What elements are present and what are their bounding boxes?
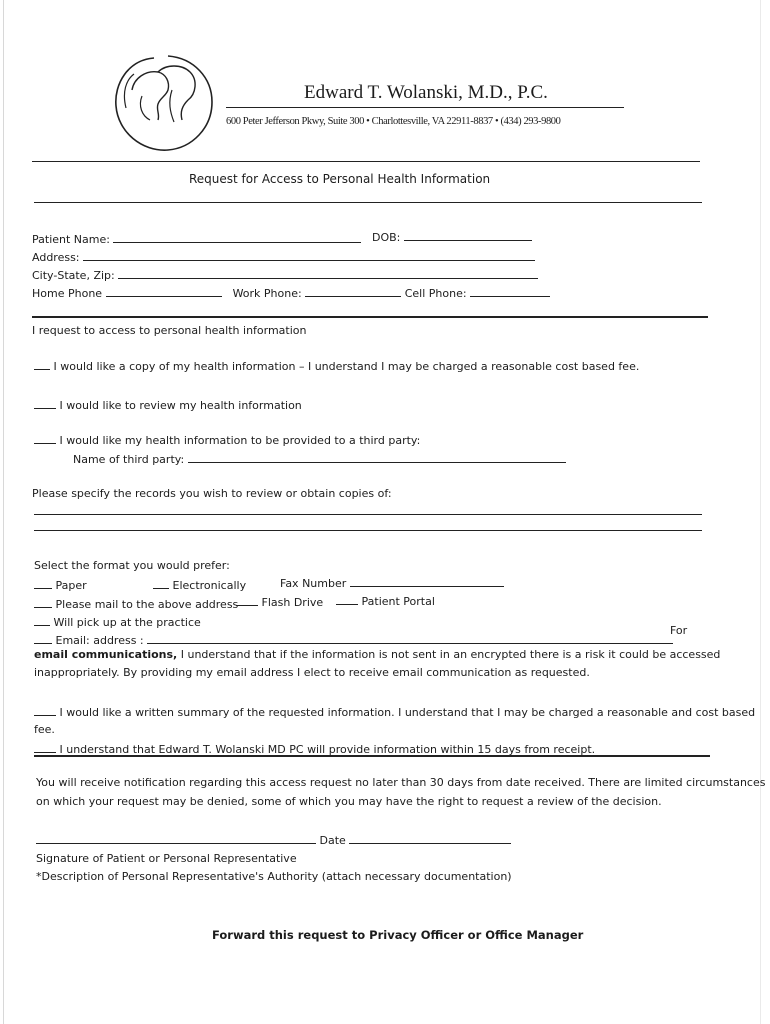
copy-option: [34, 358, 639, 373]
address-label: Address:: [32, 251, 80, 264]
flash-drive-option: [236, 594, 323, 609]
patient-name-label: Patient Name:: [32, 233, 110, 246]
summary-text: I would like a written summary of the requested information. I understand that I may be charged a reasonable and cost based: [59, 706, 756, 719]
scan-edge-right: [760, 0, 761, 1024]
pickup-label: Will pick up at the practice: [53, 616, 201, 629]
third-party-name-label: Name of third party:: [73, 453, 185, 466]
forward-note: Forward this request to Privacy Officer or Office Manager: [212, 928, 584, 942]
flash-drive-checkbox[interactable]: [236, 594, 258, 606]
dob-label: DOB:: [372, 231, 401, 244]
third-party-option-text: I would like my health information to be provided to a third party:: [59, 434, 421, 447]
paper-label: Paper: [55, 579, 87, 592]
fax-label: Fax Number: [280, 577, 347, 590]
notification-line1: You will receive notification regarding this access request no later than 30 days from date received. There are limited circumstances: [36, 776, 766, 789]
records-line-2[interactable]: [34, 530, 702, 531]
third-party-name-row: [73, 451, 566, 466]
review-option: [34, 397, 302, 412]
email-notice-text: I understand that if the information is not sent in an encrypted there is a risk it could be accessed: [180, 648, 721, 661]
copy-option-text: I would like a copy of my health information – I understand I may be charged a reasonable cost based fee.: [53, 360, 640, 373]
records-label: Please specify the records you wish to review or obtain copies of:: [32, 487, 392, 500]
phone-row: [32, 285, 550, 300]
review-option-text: I would like to review my health information: [59, 399, 302, 412]
fax-row: [280, 575, 504, 590]
email-row: [34, 632, 673, 647]
dob-field[interactable]: [404, 229, 532, 241]
patient-portal-option: [336, 593, 435, 608]
date-label: Date: [319, 834, 346, 847]
review-checkbox[interactable]: [34, 397, 56, 409]
paper-checkbox[interactable]: [34, 577, 52, 589]
email-notice-line1: [34, 648, 720, 661]
mail-checkbox[interactable]: [34, 596, 52, 608]
fifteen-days-text: I understand that Edward T. Wolanski MD PC will provide information within 15 days from receipt.: [59, 743, 596, 756]
for-word: For: [670, 624, 688, 637]
practice-name: Edward T. Wolanski, M.D., P.C.: [304, 82, 548, 103]
mail-label: Please mail to the above address: [55, 598, 239, 611]
notification-line2: on which your request may be denied, some of which you may have the right to request a review of the decision.: [36, 795, 662, 808]
city-field[interactable]: [118, 267, 538, 279]
cell-phone-label: Cell Phone:: [404, 287, 467, 300]
email-label: Email: address :: [55, 634, 144, 647]
mail-option: [34, 596, 238, 611]
cell-phone-field[interactable]: [470, 285, 550, 297]
request-intro: I request to access to personal health information: [32, 324, 307, 337]
date-field[interactable]: [349, 832, 511, 844]
fax-field[interactable]: [350, 575, 504, 587]
section-rule-2: [34, 755, 710, 757]
paper-option: [34, 577, 87, 592]
signature-row: [36, 832, 511, 847]
format-heading: Select the format you would prefer:: [34, 559, 230, 572]
fifteen-days-checkbox[interactable]: [34, 741, 56, 753]
practice-address: 600 Peter Jefferson Pkwy, Suite 300 • Charlottesville, VA 22911-8837 • (434) 293-9800: [226, 116, 561, 127]
records-line-1[interactable]: [34, 514, 702, 515]
patient-name-field[interactable]: [113, 231, 361, 243]
pickup-checkbox[interactable]: [34, 614, 50, 626]
address-field[interactable]: [83, 249, 535, 261]
summary-option: [34, 704, 755, 719]
email-notice-bold: email communications,: [34, 648, 178, 661]
pickup-option: [34, 614, 201, 629]
patient-name-row: [32, 231, 361, 246]
header-rule: [226, 107, 624, 108]
electronic-label: Electronically: [172, 579, 247, 592]
section-rule-1: [32, 316, 708, 318]
patient-portal-label: Patient Portal: [361, 595, 435, 608]
email-checkbox[interactable]: [34, 632, 52, 644]
email-field[interactable]: [147, 632, 673, 644]
patient-portal-checkbox[interactable]: [336, 593, 358, 605]
copy-checkbox[interactable]: [34, 358, 50, 370]
form-title: Request for Access to Personal Health Information: [189, 172, 491, 186]
signature-field[interactable]: [36, 832, 316, 844]
fifteen-days-option: [34, 741, 595, 756]
summary-checkbox[interactable]: [34, 704, 56, 716]
work-phone-field[interactable]: [305, 285, 401, 297]
dob-row: [372, 229, 532, 244]
home-phone-field[interactable]: [106, 285, 222, 297]
authority-label: *Description of Personal Representative's Authority (attach necessary documentation): [36, 870, 512, 883]
scan-edge-left: [3, 0, 4, 1024]
third-party-option: [34, 432, 420, 447]
flash-drive-label: Flash Drive: [261, 596, 324, 609]
title-top-rule: [32, 161, 700, 162]
home-phone-label: Home Phone: [32, 287, 103, 300]
practice-logo: [108, 50, 220, 158]
signature-label: Signature of Patient or Personal Representative: [36, 852, 297, 865]
title-bottom-rule: [34, 202, 702, 203]
third-party-name-field[interactable]: [188, 451, 566, 463]
address-row: [32, 249, 535, 264]
electronic-option: [153, 577, 246, 592]
electronic-checkbox[interactable]: [153, 577, 169, 589]
summary-text-line2: fee.: [34, 723, 55, 736]
city-row: [32, 267, 538, 282]
city-label: City-State, Zip:: [32, 269, 115, 282]
third-party-checkbox[interactable]: [34, 432, 56, 444]
email-notice-line2: inappropriately. By providing my email address I elect to receive email communication as requested.: [34, 666, 590, 679]
work-phone-label: Work Phone:: [232, 287, 302, 300]
